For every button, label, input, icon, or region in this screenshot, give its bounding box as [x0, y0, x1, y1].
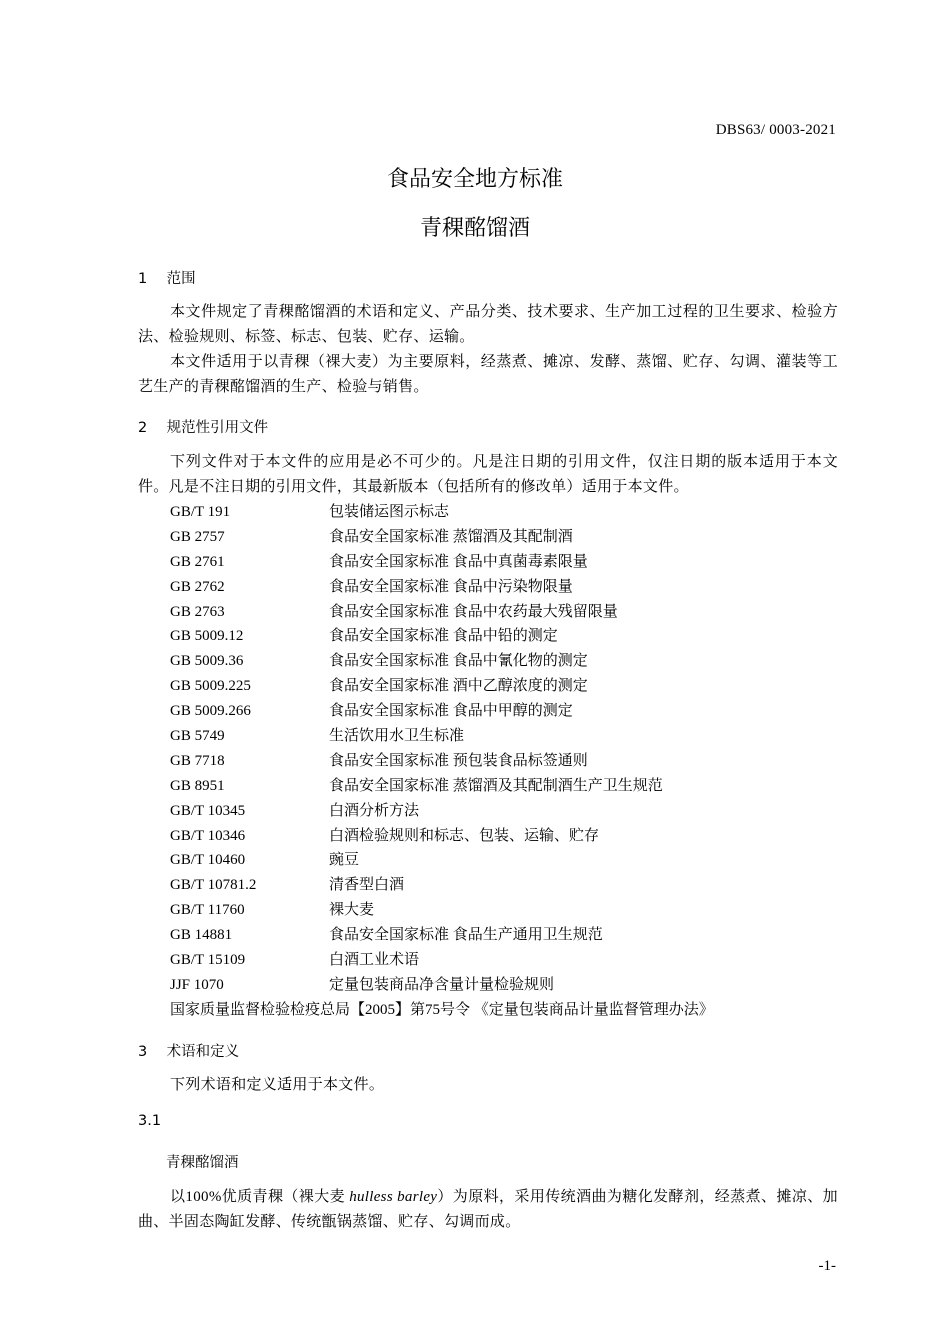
reference-code: GB/T 10460: [170, 852, 246, 869]
page-number: -1-: [818, 1258, 836, 1274]
section-title: 规范性引用文件: [166, 420, 269, 436]
section-2-heading: [138, 416, 268, 437]
reference-list: [170, 500, 850, 998]
terms-intro-paragraph: 下列术语和定义适用于本文件。: [170, 1077, 385, 1093]
reference-title: 白酒工业术语: [329, 952, 420, 969]
section-number: 3: [138, 1044, 148, 1060]
reference-row: [170, 674, 850, 699]
term-definition-paragraph: [138, 1185, 838, 1235]
standard-type-title: 食品安全地方标准: [386, 167, 563, 192]
reference-code: GB 5749: [170, 728, 225, 745]
reference-title: 食品安全国家标准 蒸馏酒及其配制酒生产卫生规范: [329, 777, 663, 794]
reference-row: [170, 649, 850, 674]
reference-row: [170, 749, 850, 774]
reference-title: 定量包装商品净含量计量检验规则: [329, 976, 555, 993]
reference-row: [170, 873, 850, 898]
reference-code: GB 2762: [170, 578, 225, 595]
reference-title: 食品安全国家标准 食品中甲醇的测定: [329, 703, 573, 720]
definition-text-start: 以100%优质青稞（裸大麦: [170, 1189, 350, 1205]
section-title: 范围: [166, 271, 196, 287]
reference-title: 食品安全国家标准 食品中污染物限量: [329, 578, 573, 595]
reference-title: 食品安全国家标准 酒中乙醇浓度的测定: [329, 678, 588, 695]
reference-row: [170, 898, 850, 923]
section-number: 2: [138, 420, 148, 436]
reference-code: GB/T 15109: [170, 952, 246, 969]
reference-title: 食品安全国家标准 食品生产通用卫生规范: [329, 927, 603, 944]
standard-name-title: 青稞酩馏酒: [419, 216, 530, 241]
reference-code: GB/T 11760: [170, 902, 245, 919]
reference-code: GB 2757: [170, 528, 225, 545]
reference-code: JJF 1070: [170, 976, 224, 993]
latin-term: hulless barley: [349, 1189, 438, 1205]
reference-title: 食品安全国家标准 食品中农药最大残留限量: [329, 603, 618, 620]
reference-code: GB 5009.36: [170, 653, 244, 670]
reference-row: [170, 699, 850, 724]
reference-title: 白酒分析方法: [329, 802, 420, 819]
reference-title: 食品安全国家标准 食品中真菌毒素限量: [329, 553, 588, 570]
section-title: 术语和定义: [166, 1044, 240, 1060]
reference-title: 白酒检验规则和标志、包装、运输、贮存: [329, 827, 600, 844]
reference-row: [170, 923, 850, 948]
reference-row: [170, 550, 850, 575]
reference-code: GB/T 191: [170, 504, 231, 520]
subsection-number: 3.1: [138, 1113, 162, 1129]
reference-row: [170, 973, 850, 998]
section-3-heading: [138, 1040, 239, 1061]
reference-row: [170, 624, 850, 649]
references-intro-paragraph: 下列文件对于本文件的应用是必不可少的。凡是注日期的引用文件，仅注日期的版本适用于本文件。凡是不注日期的引用文件，其最新版本（包括所有的修改单）适用于本文件。: [138, 454, 838, 495]
reference-code: GB 5009.266: [170, 703, 251, 720]
reference-row: [170, 500, 850, 525]
reference-code: GB 5009.225: [170, 678, 251, 695]
reference-title: 清香型白酒: [329, 877, 405, 894]
reference-title: 豌豆: [329, 852, 360, 869]
reference-code: GB 8951: [170, 777, 225, 794]
reference-code: GB 14881: [170, 927, 233, 944]
scope-paragraph-1: 本文件规定了青稞酩馏酒的术语和定义、产品分类、技术要求、生产加工过程的卫生要求、检验方法、检验规则、标签、标志、包装、贮存、运输。: [138, 304, 838, 345]
reference-row: [170, 824, 850, 849]
reference-code: GB/T 10346: [170, 827, 246, 844]
reference-row: [170, 948, 850, 973]
reference-title: 裸大麦: [329, 902, 375, 919]
reference-code: GB 2763: [170, 603, 225, 620]
term-name: 青稞酩馏酒: [166, 1155, 239, 1171]
reference-row: [170, 575, 850, 600]
reference-row: [170, 774, 850, 799]
reference-title: 食品安全国家标准 食品中铅的测定: [329, 628, 558, 645]
reference-row: [170, 600, 850, 625]
reference-row: [170, 848, 850, 873]
reference-row: [170, 799, 850, 824]
section-number: 1: [138, 271, 148, 287]
regulation-reference-note: 国家质量监督检验检疫总局【2005】第75号令 《定量包装商品计量监督管理办法》: [170, 1002, 714, 1018]
reference-title: 生活饮用水卫生标准: [329, 728, 465, 745]
reference-title: 食品安全国家标准 食品中氰化物的测定: [329, 653, 588, 670]
reference-row: [170, 525, 850, 550]
reference-code: GB 5009.12: [170, 628, 244, 645]
reference-title: 包装储运图示标志: [329, 504, 450, 520]
reference-code: GB/T 10345: [170, 802, 246, 819]
scope-paragraph-2: 本文件适用于以青稞（裸大麦）为主要原料，经蒸煮、摊凉、发酵、蒸馏、贮存、勾调、灌装等工艺生产的青稞酩馏酒的生产、检验与销售。: [138, 354, 838, 395]
reference-title: 食品安全国家标准 蒸馏酒及其配制酒: [329, 528, 573, 545]
definition-text-end: ）为原料，采用传统酒曲为糖化发酵剂，经蒸煮、摊凉、加曲、半固态陶缸发酵、传统甑锅蒸馏、贮存、勾调而成。: [138, 1189, 838, 1230]
document-code: DBS63/ 0003-2021: [715, 122, 836, 138]
reference-code: GB 7718: [170, 752, 225, 769]
section-1-heading: [138, 267, 196, 288]
reference-title: 食品安全国家标准 预包装食品标签通则: [329, 752, 588, 769]
reference-row: [170, 724, 850, 749]
reference-code: GB/T 10781.2: [170, 877, 257, 894]
reference-code: GB 2761: [170, 553, 225, 570]
